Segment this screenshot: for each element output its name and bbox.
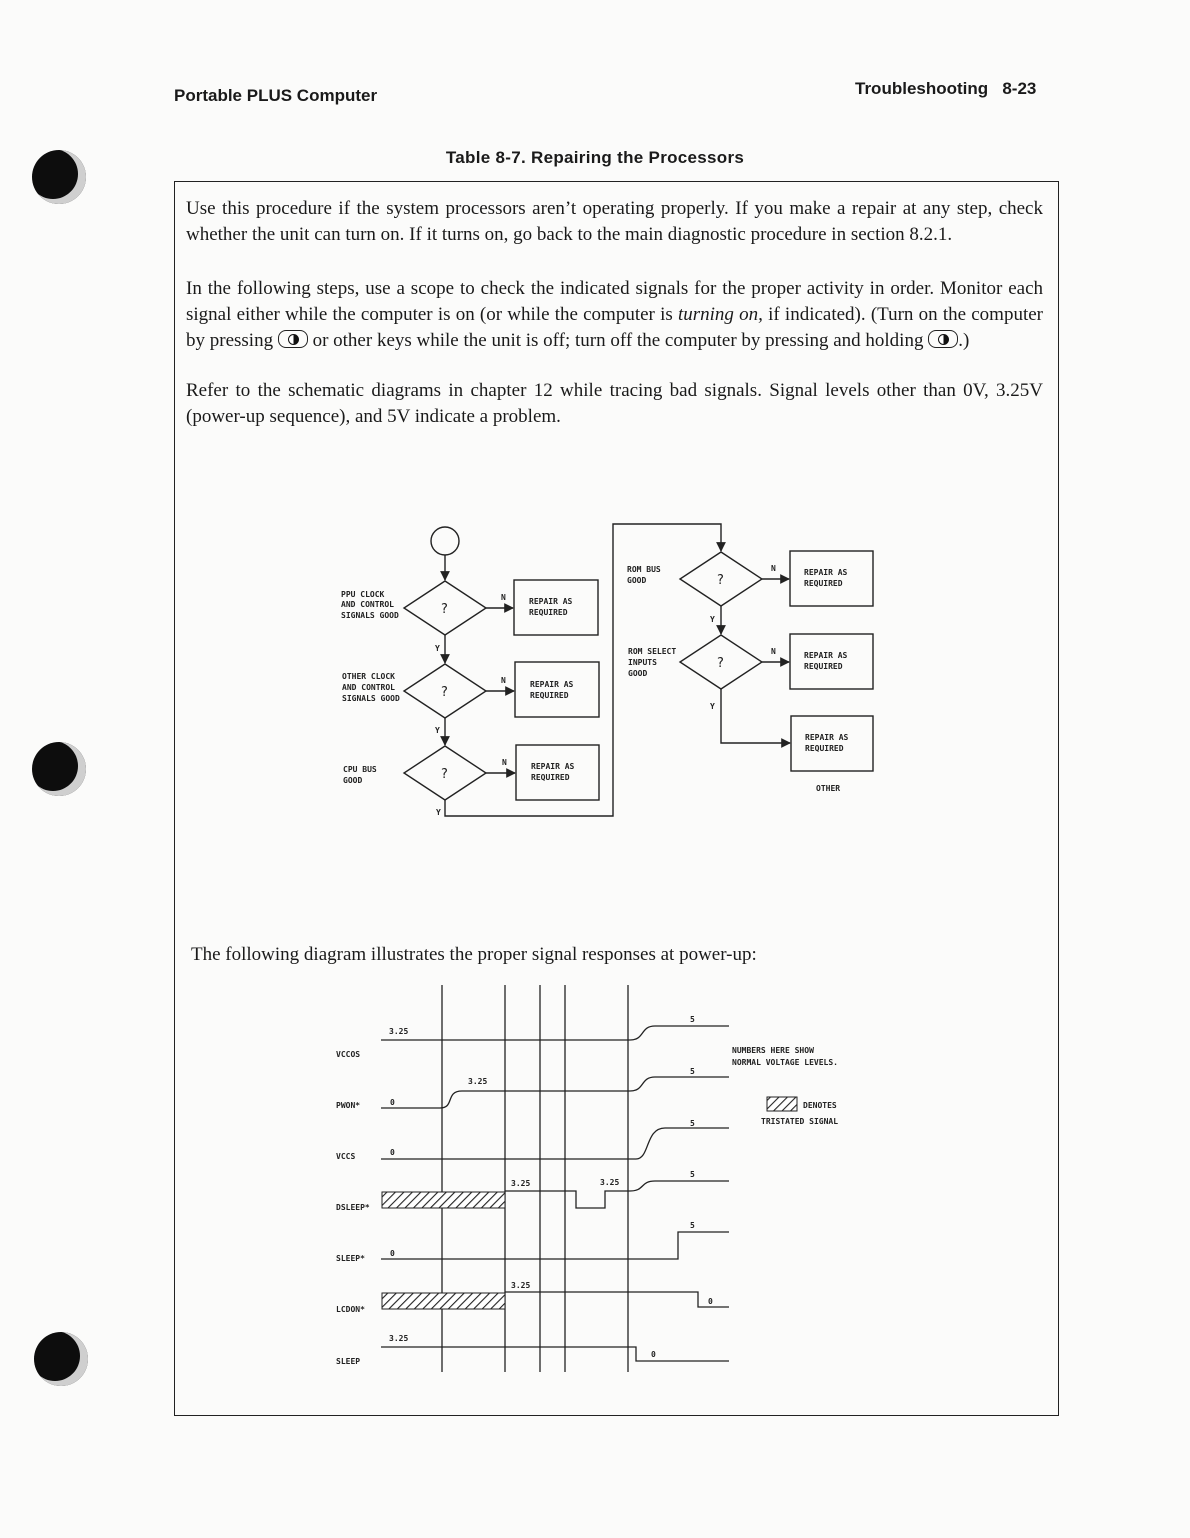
decision-mark: ? — [441, 767, 448, 782]
decision-mark: ? — [717, 656, 724, 671]
yes-label: Y — [436, 808, 441, 817]
decision-mark: ? — [441, 602, 448, 617]
level-value: 0 — [651, 1350, 656, 1359]
level-value: 0 — [390, 1249, 395, 1258]
check-label: GOOD — [628, 669, 648, 678]
signal-name: PWON* — [336, 1101, 361, 1110]
wave-sleep-n — [381, 1232, 729, 1259]
level-value: 5 — [690, 1170, 695, 1179]
repair-label-line1: REPAIR AS — [805, 733, 849, 742]
yes-label: Y — [435, 644, 440, 653]
no-label: N — [501, 593, 506, 602]
table-title: Table 8-7. Repairing the Processors — [445, 148, 745, 167]
repair-label-line2: REQUIRED — [530, 691, 569, 700]
repair-label-line1: REPAIR AS — [530, 680, 574, 689]
wave-sleep — [381, 1347, 729, 1361]
intro-p2-text-b: if indicated). (Turn on the computer by pressing — [186, 304, 1044, 351]
yes-label: Y — [710, 702, 715, 711]
wave-pwon — [381, 1077, 729, 1108]
running-header-left: Portable PLUS Computer — [174, 86, 378, 105]
intro-p2-text-a: In the following steps, use a scope to check the indicated signals for the proper activity in order. Monitor each signal either while the computer is on (or while the computer is — [186, 278, 1043, 325]
level-value: 3.25 — [511, 1179, 531, 1188]
check-label: SIGNALS GOOD — [342, 694, 400, 703]
running-header-right: Troubleshooting 8-23 — [855, 79, 1037, 98]
wave-vccos — [381, 1026, 729, 1040]
signal-name: VCCOS — [336, 1050, 361, 1059]
repair-label-line1: REPAIR AS — [804, 651, 848, 660]
repair-label-line2: REQUIRED — [529, 608, 568, 617]
level-value: 3.25 — [389, 1027, 409, 1036]
waveform-intro: The following diagram illustrates the proper signal responses at power-up: — [191, 944, 757, 965]
level-value: 5 — [690, 1067, 695, 1076]
check-label: PPU CLOCK — [341, 590, 385, 599]
repair-label-line2: REQUIRED — [805, 744, 844, 753]
check-label: AND CONTROL — [342, 683, 395, 692]
no-label: N — [771, 647, 776, 656]
repair-label-line1: REPAIR AS — [531, 762, 575, 771]
level-value: 5 — [690, 1015, 695, 1024]
wave-vccs — [381, 1128, 729, 1159]
intro-paragraph-3: Refer to the schematic diagrams in chapter 12 while tracing bad signals. Signal levels other than 0V, 3.25V (power-up sequence), and 5V indicate a problem. — [186, 380, 1043, 427]
level-value: 0 — [390, 1098, 395, 1107]
repair-label-line2: REQUIRED — [531, 773, 570, 782]
timing-diagram — [0, 960, 1190, 1390]
voltage-note: NORMAL VOLTAGE LEVELS. — [732, 1058, 838, 1067]
voltage-note: NUMBERS HERE SHOW — [732, 1046, 814, 1055]
level-value: 5 — [690, 1221, 695, 1230]
level-value: 3.25 — [468, 1077, 488, 1086]
signal-name: SLEEP* — [336, 1254, 365, 1263]
level-value: 5 — [690, 1119, 695, 1128]
wave-lcdon — [505, 1292, 729, 1307]
other-label: OTHER — [816, 784, 841, 793]
repair-label-line2: REQUIRED — [804, 662, 843, 671]
signal-name: SLEEP — [336, 1357, 361, 1366]
tristate-lcdon — [382, 1293, 505, 1309]
signal-name: DSLEEP* — [336, 1203, 370, 1212]
check-label: ROM BUS — [627, 565, 661, 574]
intro-p2-emphasis: turning on, — [677, 304, 763, 325]
level-value: 0 — [390, 1148, 395, 1157]
check-label: SIGNALS GOOD — [341, 611, 399, 620]
check-label: OTHER CLOCK — [342, 672, 395, 681]
repair-label-line1: REPAIR AS — [804, 568, 848, 577]
check-label: GOOD — [343, 776, 363, 785]
start-terminal — [431, 527, 459, 555]
signal-name: LCDON* — [336, 1305, 365, 1314]
repair-label-line2: REQUIRED — [804, 579, 843, 588]
level-value: 3.25 — [600, 1178, 620, 1187]
legend-denotes: DENOTES — [803, 1101, 837, 1110]
intro-paragraph-1: Use this procedure if the system processors aren’t operating properly. If you make a repair at any step, check whether the unit can turn on. If it turns on, go back to the main diagnostic procedure in section 8.2.1. — [186, 198, 1043, 245]
check-label: INPUTS — [628, 658, 657, 667]
level-value: 0 — [708, 1297, 713, 1306]
check-label: ROM SELECT — [628, 647, 677, 656]
check-label: AND CONTROL — [341, 600, 394, 609]
tristate-legend-swatch — [767, 1097, 797, 1111]
check-label: CPU BUS — [343, 765, 377, 774]
yes-label: Y — [710, 615, 715, 624]
intro-p2-text-c: or other keys while the unit is off; turn off the computer by pressing and holding — [307, 330, 929, 351]
legend-tristated: TRISTATED SIGNAL — [761, 1117, 839, 1126]
decision-mark: ? — [441, 685, 448, 700]
yes-label: Y — [435, 726, 440, 735]
check-label: GOOD — [627, 576, 647, 585]
tristate-dsleep — [382, 1192, 505, 1208]
level-value: 3.25 — [511, 1281, 531, 1290]
no-label: N — [501, 676, 506, 685]
repair-box-other-clock — [515, 662, 599, 717]
no-label: N — [502, 758, 507, 767]
no-label: N — [771, 564, 776, 573]
decision-mark: ? — [717, 573, 724, 588]
level-value: 3.25 — [389, 1334, 409, 1343]
signal-name: VCCS — [336, 1152, 356, 1161]
intro-p2-text-d: .) — [958, 330, 970, 351]
repair-label-line1: REPAIR AS — [529, 597, 573, 606]
